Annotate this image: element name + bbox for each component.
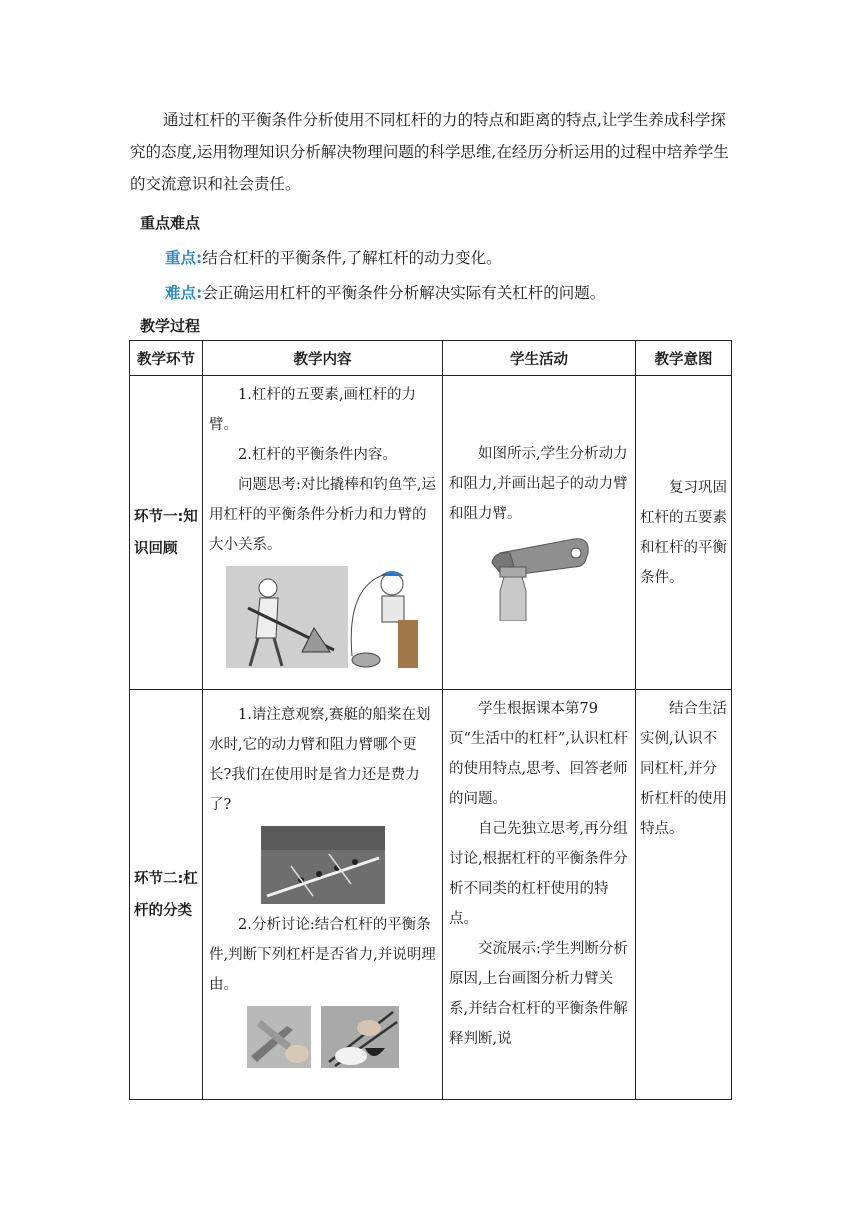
table-row xyxy=(130,376,732,690)
difficulty-text: 会正确运用杠杆的平衡条件分析解决实际有关杠杆的问题。 xyxy=(202,284,606,302)
tool-photos xyxy=(209,1006,436,1068)
key-points-heading: 重点难点 xyxy=(140,214,201,232)
content-line: 问题思考:对比撬棒和钓鱼竿,运用杠杆的平衡条件分析力和力臂的大小关系。 xyxy=(209,477,436,553)
intent-cell xyxy=(636,376,732,690)
process-heading: 教学过程 xyxy=(140,317,201,335)
intent-line: 结合生活实例,认识不同杠杆,并分析杠杆的使用特点。 xyxy=(640,701,727,837)
activity-line: 交流展示:学生判断分析原因,上台画图分析力臂关系,并结合杠杆的平衡条件解释判断,说 xyxy=(449,941,628,1047)
content-cell xyxy=(203,376,443,690)
activity-cell xyxy=(443,376,636,690)
difficulty-label: 难点: xyxy=(165,284,203,302)
pliers-photo xyxy=(247,1006,311,1068)
stage-cell: 环节二:杠杆的分类 xyxy=(130,690,203,1100)
teaching-process-table xyxy=(129,340,732,1100)
difficulty-line xyxy=(165,281,605,303)
crowbar-fishing-illustration xyxy=(226,566,420,668)
intent-cell xyxy=(636,690,732,1100)
content-line: 2.杠杆的平衡条件内容。 xyxy=(238,447,397,463)
activity-line: 如图所示,学生分析动力和阻力,并画出起子的动力臂和阻力臂。 xyxy=(449,445,628,522)
activity-line: 学生根据课本第79页“生活中的杠杆”,认识杠杆的使用特点,思考、回答老师的问题。 xyxy=(449,701,628,807)
activity-cell xyxy=(443,690,636,1100)
table-row xyxy=(130,690,732,1100)
content-line: 1.杠杆的五要素,画杠杆的力臂。 xyxy=(209,387,416,433)
stage-cell: 环节一:知识回顾 xyxy=(130,376,203,690)
key-point-label: 重点: xyxy=(165,249,203,267)
key-point-text: 结合杠杆的平衡条件,了解杠杆的动力变化。 xyxy=(202,249,502,267)
rowing-boat-photo xyxy=(261,826,385,904)
header-content: 教学内容 xyxy=(203,341,443,376)
header-intent: 教学意图 xyxy=(636,341,732,376)
content-line: 2.分析讨论:结合杠杆的平衡条件,判断下列杠杆是否省力,并说明理由。 xyxy=(209,917,436,993)
key-point-line xyxy=(165,246,502,268)
activity-line: 自己先独立思考,再分组讨论,根据杠杆的平衡条件分析不同类的杠杆使用的特点。 xyxy=(449,821,628,927)
intro-paragraph: 通过杠杆的平衡条件分析使用不同杠杆的力的特点和距离的特点,让学生养成科学探究的态度,运用物理知识分析解决物理问题的科学思维,在经历分析运用的过程中培养学生的交流意识和社会责任。 xyxy=(130,111,729,193)
table-header-row xyxy=(130,341,732,376)
intent-line: 复习巩固杠杆的五要素和杠杆的平衡条件。 xyxy=(640,479,727,586)
content-cell xyxy=(203,690,443,1100)
bottle-opener-illustration xyxy=(484,535,594,621)
header-activity: 学生活动 xyxy=(443,341,636,376)
content-line: 1.请注意观察,赛艇的船桨在划水时,它的动力臂和阻力臂哪个更长?我们在使用时是省力还是费力了? xyxy=(209,707,431,813)
header-stage: 教学环节 xyxy=(130,341,203,376)
chopsticks-photo xyxy=(321,1006,399,1068)
